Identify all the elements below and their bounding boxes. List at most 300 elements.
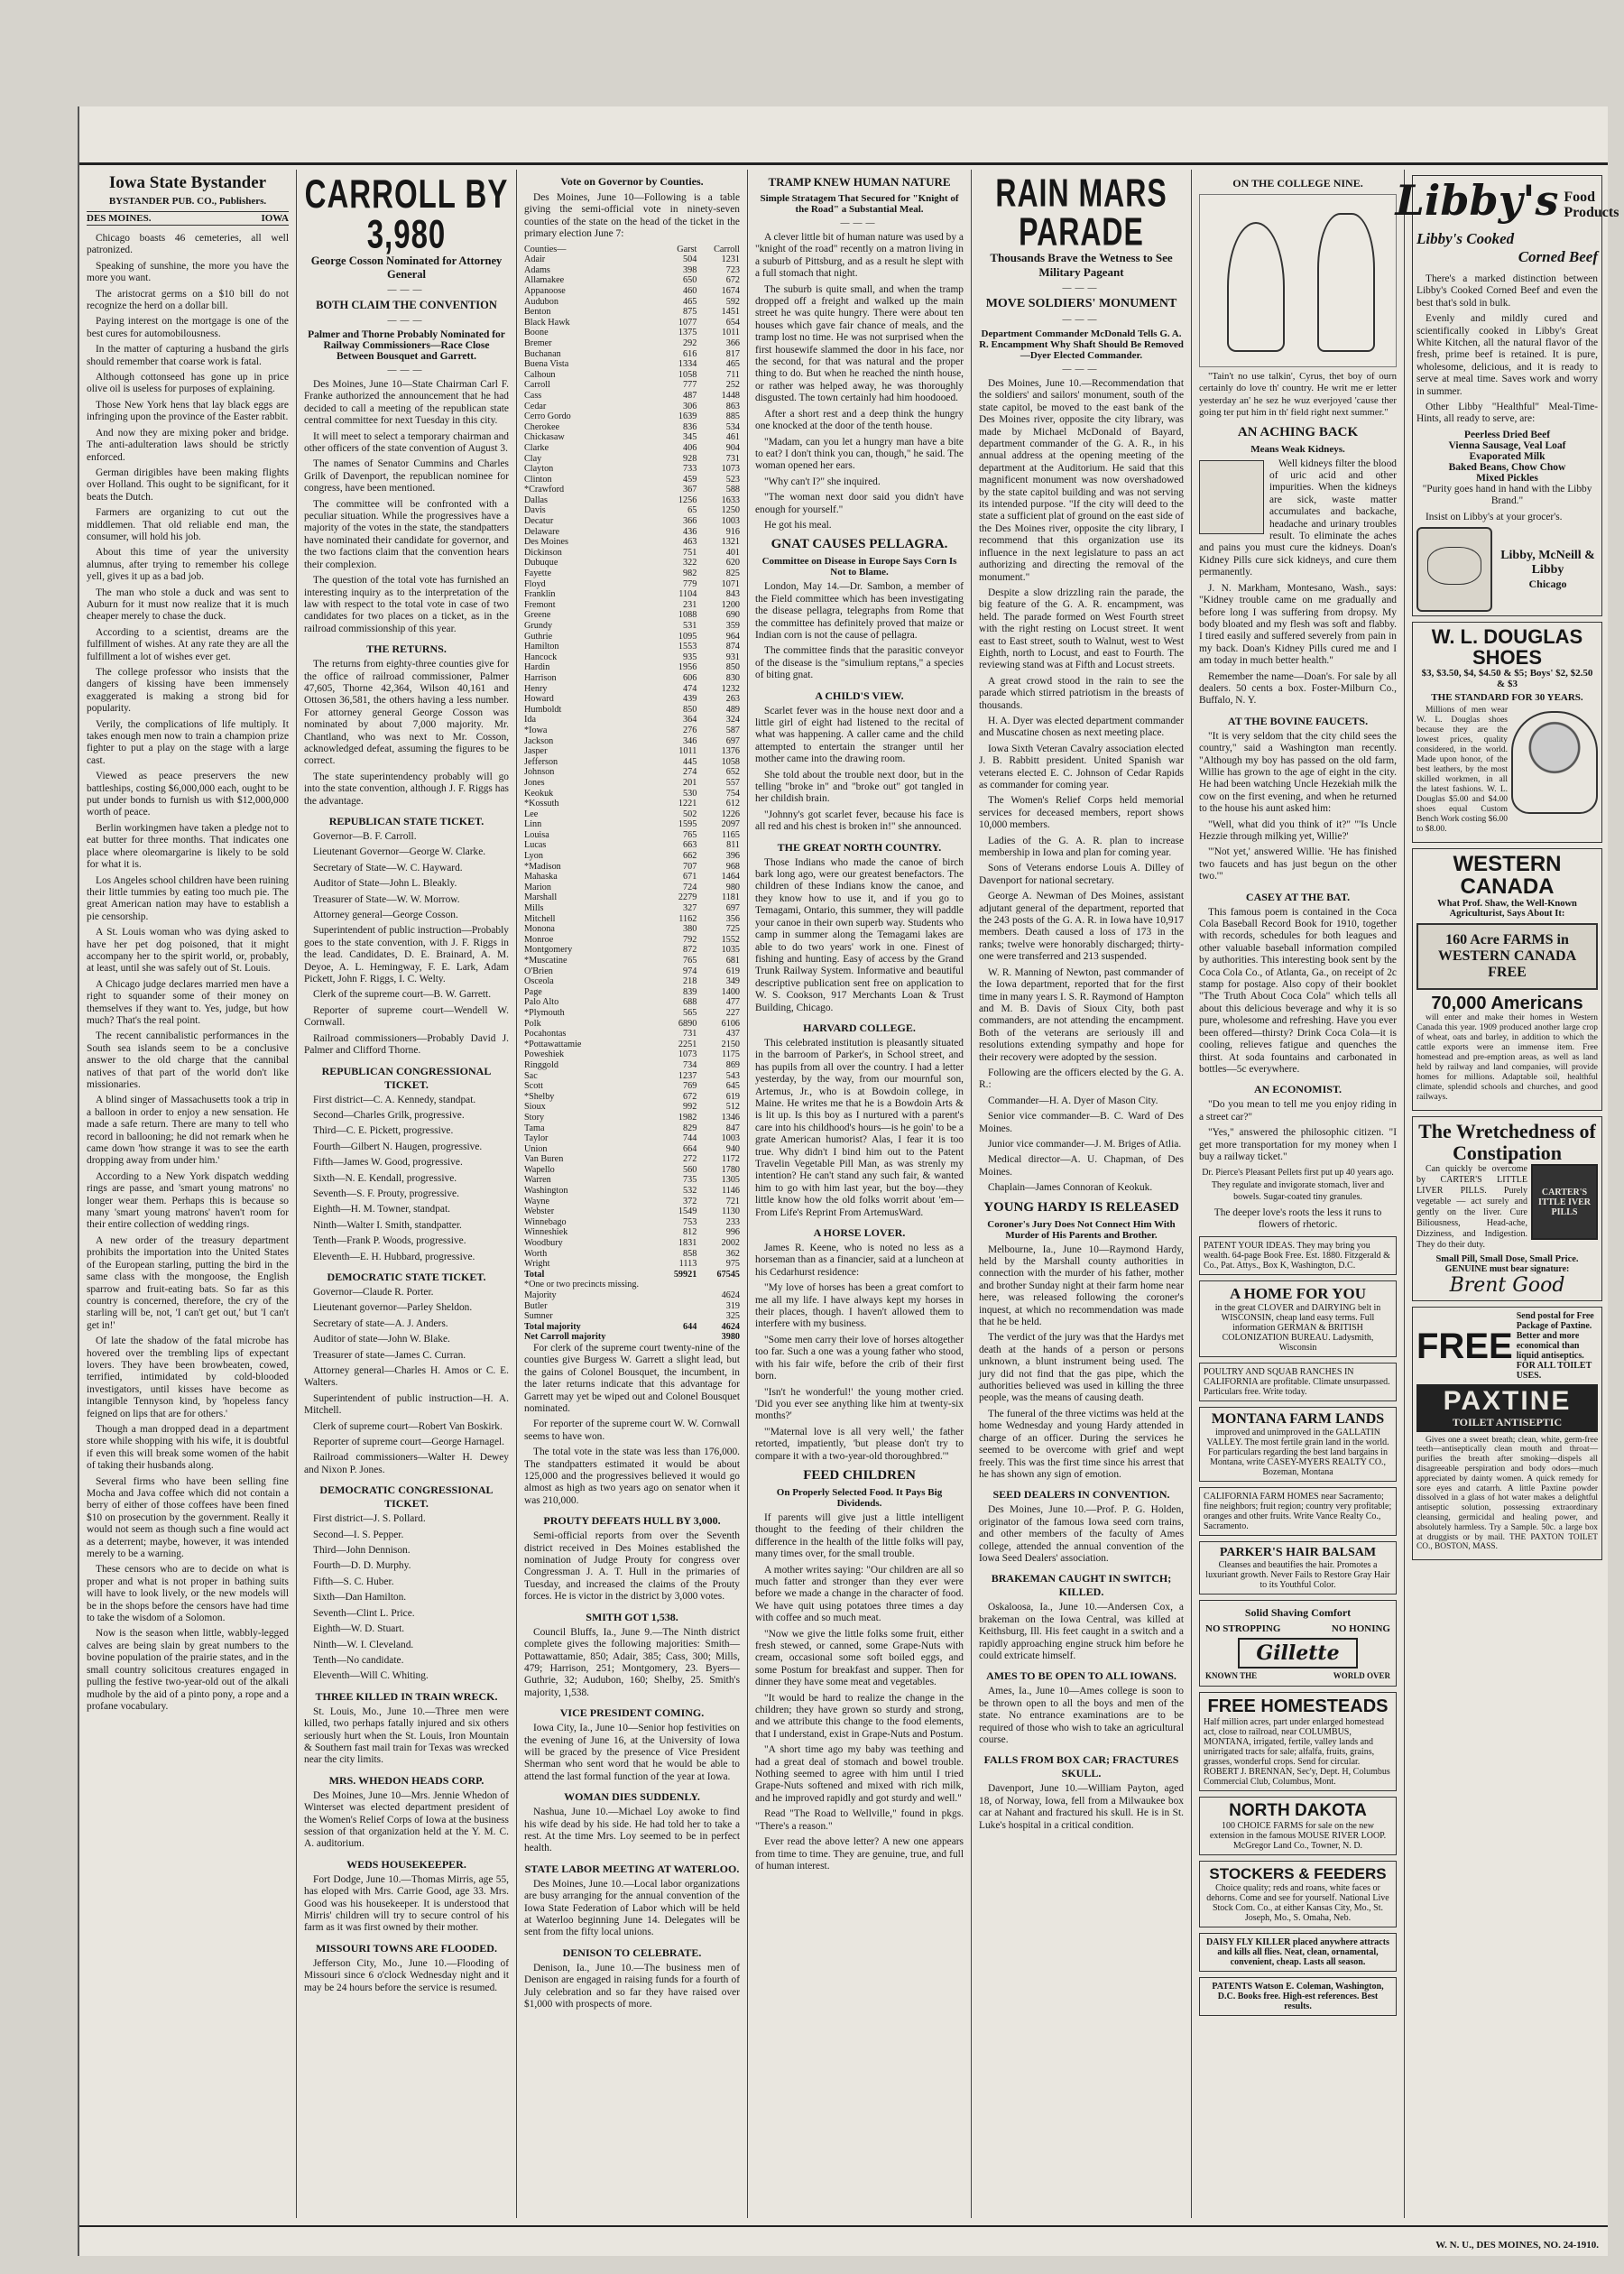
county-name: Lee	[524, 809, 539, 819]
carroll-vote: 523	[725, 474, 740, 485]
ticket-line: Attorney general—Charles H. Amos or C. E. Walters.	[304, 1365, 509, 1389]
libby-logo	[1395, 176, 1619, 225]
section-head-economist: AN ECONOMIST.	[1253, 1083, 1343, 1096]
libby-purity: "Purity goes hand in hand with the Libby Brand."	[1422, 483, 1592, 507]
table-row	[524, 254, 740, 265]
parker-copy: Cleanses and beautifies the hair. Promotes a luxuriant growth. Never Fails to Restore Gray Hair to its Youthful Color.	[1205, 1560, 1390, 1591]
child-paragraph: "Johnny's got scarlet fever, because his face is all red and his chest is broken in!" she announced.	[755, 809, 964, 833]
table-row	[524, 1102, 740, 1113]
paxtine-ad	[1412, 1307, 1602, 1560]
county-name: Winneshiek	[524, 1227, 568, 1238]
garst-vote: 398	[683, 264, 697, 275]
county-name: Clayton	[524, 464, 554, 475]
libby-product: Peerless Dried Beef	[1463, 429, 1551, 440]
parade-paragraph: George A. Newman of Des Moines, assistant adjutant general of the department, reported that the 243 posts of the G. A. R. in Iowa have 10,917 members. Death caused a loss of 173 in the ranks; twelve were honorably discharged; thirty-one were transferred and 213 suspended.	[979, 891, 1184, 963]
ticket-line: Governor—Claude R. Porter.	[313, 1286, 434, 1298]
parade-paragraph: Ladies of the G. A. R. plan to increase membership in Iowa and plan for coming year.	[979, 835, 1184, 859]
patent-ad	[1199, 1236, 1397, 1275]
section-head-weds: WEDS HOUSEKEEPER.	[346, 1857, 466, 1871]
header-carroll: Carroll	[714, 244, 740, 254]
falls-paragraph: Davenport, June 10.—William Payton, aged 18, of Norway, Iowa, fell from a Milwaukee box car at Nahant and fractured his skull. He is in St. Luke's hospital in a critical condition.	[979, 1783, 1184, 1831]
carroll-vote: 654	[725, 317, 740, 328]
table-row	[524, 642, 740, 652]
carroll-vote: 263	[725, 694, 740, 705]
carroll-vote: 588	[725, 485, 740, 495]
table-row	[524, 862, 740, 873]
divider: ———	[387, 365, 426, 375]
ticket-line: Tenth—Frank P. Woods, progressive.	[313, 1235, 466, 1247]
table-row	[524, 1206, 740, 1217]
carroll-vote: 1165	[722, 829, 740, 840]
canada-ad	[1412, 848, 1602, 1110]
county-name: Jackson	[524, 735, 554, 746]
parade-paragraph: Chaplain—James Connoran of Keokuk.	[988, 1182, 1153, 1194]
column-1	[79, 170, 296, 2218]
table-row	[524, 548, 740, 559]
county-name: Buena Vista	[524, 359, 569, 370]
carroll-vote: 324	[725, 715, 740, 726]
editorial-paragraph: According to a New York dispatch wedding rings are passe, and 'smart young matrons' no longer wear them. Perhaps this is because so many 'smart young matrons' haven't room for their entire collection of wedding rings.	[87, 1170, 289, 1231]
ticket-line: Eleventh—Will C. Whiting.	[313, 1670, 429, 1682]
county-name: Webster	[524, 1206, 555, 1217]
homesteads-ad	[1199, 1692, 1397, 1791]
county-name: Cerro Gordo	[524, 411, 571, 422]
north-paragraph: Those Indians who made the canoe of birch bark long ago, were our greatest benefactors. The children of these Indians know the canoe, and they know how to use it, and if you go to Temagami, Ontario, this summer, they will paddle your canoe in their own superb way. Students who camp in summer along the Temagami lakes are able to do two years' work in one. Finest of fishing and hunting. Easy of access by the Grand Trunk Railway System. Informative and beautiful descriptive publication sent free on application to W. S. Cookson, 917 Merchants Loan & Trust Building, Chicago.	[755, 856, 964, 1013]
ticket-line: Reporter of supreme court—Wendell W. Cornwall.	[304, 1004, 509, 1029]
county-name: Black Hawk	[524, 317, 570, 328]
total-note: *One or two precincts missing.	[524, 1280, 640, 1290]
divider: ———	[1062, 365, 1101, 374]
carters-genuine: GENUINE must bear signature:	[1444, 1264, 1570, 1275]
table-row	[524, 1165, 740, 1176]
table-row	[524, 966, 740, 977]
table-row	[524, 1259, 740, 1270]
column-3	[516, 170, 747, 2218]
table-row	[524, 956, 740, 966]
carroll-vote: 489	[725, 704, 740, 715]
county-name: Monona	[524, 924, 555, 935]
table-row	[524, 767, 740, 778]
editorial-paragraph: German dirigibles have been making flights over Holland. This ought to be significant, for it beats the Dutch.	[87, 467, 289, 503]
table-row	[524, 1049, 740, 1060]
gillette-world-over: WORLD OVER	[1333, 1671, 1390, 1681]
table-row	[524, 297, 740, 308]
table-row	[524, 1186, 740, 1197]
garst-vote: 345	[683, 432, 697, 443]
article-body	[304, 365, 509, 1994]
county-name: Cherokee	[524, 421, 560, 432]
carroll-vote: 863	[725, 401, 740, 411]
garst-vote: 664	[683, 1143, 697, 1154]
carroll-vote: 754	[725, 788, 740, 799]
table-row	[524, 883, 740, 893]
garst-vote: 487	[683, 390, 697, 401]
county-name: Fremont	[524, 599, 556, 610]
editorial-paragraph: Viewed as peace preservers the new battleships, costing $6,000,000 each, ought to be put under bonds to furnish us with $12,000,000 worth of peace.	[87, 771, 289, 818]
table-row	[524, 380, 740, 391]
table-row	[524, 673, 740, 684]
gnat-paragraph: London, May 14.—Dr. Sambon, a member of the Field committee which has been investigating the disease pellagra, telegraphs from Rome that the committee has definitely proved that maize or Indian corn is not the cause of pellagra.	[755, 581, 964, 641]
table-row	[524, 610, 740, 621]
garst-vote: 1073	[678, 1049, 697, 1060]
garst-vote: 982	[683, 568, 697, 579]
county-name: Humboldt	[524, 704, 562, 715]
table-row	[524, 391, 740, 402]
garst-vote: 1237	[678, 1070, 697, 1081]
county-name: Mahaska	[524, 872, 558, 883]
carroll-vote: 980	[725, 882, 740, 892]
county-name: *Muscatine	[524, 956, 567, 966]
table-row	[524, 726, 740, 736]
table-row	[524, 1154, 740, 1165]
garst-vote: 445	[683, 756, 697, 767]
county-name: Harrison	[524, 672, 557, 683]
carroll-vote: 975	[725, 1259, 740, 1270]
county-name: Hancock	[524, 652, 558, 662]
economist-paragraph: "Yes," answered the philosophic citizen. "I get more transportation for my money when I buy a railway ticket."	[1199, 1127, 1397, 1162]
carroll-vote: 1633	[721, 495, 740, 505]
wretchedness-title: The Wretchedness of Constipation	[1418, 1119, 1596, 1164]
county-name: Buchanan	[524, 348, 561, 359]
parade-paragraph: Junior vice commander—J. M. Briges of Atlia.	[988, 1138, 1182, 1150]
feed-paragraph: "A short time ago my baby was teething and had a great deal of stomach and bowel trouble. Nothing seemed to agree with him until I tried Grape-Nuts softened and mixed with rich milk, and he improved rapidly and got sturdy and well."	[755, 1744, 964, 1804]
garst-vote: 201	[683, 777, 697, 788]
garst-vote: 1334	[678, 359, 697, 370]
garst-vote	[659, 1332, 697, 1343]
vote-table	[524, 245, 740, 1343]
divider: ———	[840, 218, 879, 228]
masthead-title: Iowa State Bystander	[108, 173, 267, 192]
section-head-woman-dies: WOMAN DIES SUDDENLY.	[564, 1790, 700, 1804]
garst-vote: 306	[683, 401, 697, 411]
table-row	[524, 987, 740, 998]
garst-vote: 734	[683, 1059, 697, 1070]
libby-product: Evaporated Milk	[1469, 450, 1546, 462]
county-name: Sumner	[524, 1311, 553, 1322]
garst-vote: 606	[683, 672, 697, 683]
county-name: Marshall	[524, 892, 558, 903]
carroll-vote: 1250	[721, 505, 740, 516]
ticket-line: Superintendent of public instruction—H. A. Mitchell.	[304, 1392, 509, 1417]
garst-vote: 6890	[678, 1018, 697, 1029]
carroll-vote: 731	[725, 453, 740, 464]
divider: ———	[387, 285, 426, 295]
home-ad	[1199, 1280, 1397, 1357]
free-label: FREE	[1416, 1326, 1513, 1366]
garst-vote: 1077	[678, 317, 697, 328]
editorial-paragraph: Now is the season when little, wabbly-legged calves are being slain by great numbers to the bovine population of the prairie states, and in the small country solicitous creatures engaged in pulling the festive two-year-old out of the alkali mudhole by the aid of a pinto pony, a rope and a profane vocabulary.	[87, 1628, 289, 1712]
carroll-vote: 1181	[722, 892, 740, 903]
table-row	[524, 589, 740, 600]
table-row	[524, 579, 740, 590]
carroll-vote: 723	[725, 264, 740, 275]
county-name: Clay	[524, 453, 542, 464]
ticket-line: Sixth—Dan Hamilton.	[313, 1592, 407, 1604]
carroll-vote: 512	[725, 1102, 740, 1113]
footer-imprint: W. N. U., DES MOINES, NO. 24-1910.	[1435, 2240, 1599, 2251]
county-name: Franklin	[524, 589, 556, 600]
county-name: Hamilton	[524, 642, 559, 652]
parker-ad	[1199, 1541, 1397, 1595]
county-name: Hardin	[524, 662, 550, 673]
woman-dies-paragraph: Nashua, June 10.—Michael Loy awoke to find his wife dead by his side. He had told her to take a rest. At the time Mrs. Loy seemed to be in perfect health.	[524, 1807, 740, 1854]
smith-paragraph: Council Bluffs, Ia., June 9.—The Ninth district complete gives the following majorities: Smith—Pottawattamie, 850; Adair, 385; Cass, 300; Mills, 479; Harrison, 251; Montgomery, 23. Byers—Guthrie, 32; Audubon, 160; Shelby, 25. Smith's majority, 1,538.	[524, 1626, 740, 1698]
total-note-row	[524, 1280, 740, 1290]
gillette-ad	[1199, 1600, 1397, 1687]
carroll-vote: 885	[725, 411, 740, 422]
feed-paragraph: "Now we give the little folks some fruit, either fresh stewed, or canned, some Grape-Nuts with cream, occasional some soft boiled eggs, and some Postum for breakfast and supper. Then for dinner they have some meat and vegetables.	[755, 1628, 964, 1688]
garst-vote: 650	[683, 275, 697, 286]
carroll-vote: 6106	[721, 1018, 740, 1029]
editorial-paragraph: About this time of year the university alumnus, after trying to remember his college yell, gives it up as a bad job.	[87, 547, 289, 583]
garst-vote: 662	[683, 851, 697, 862]
garst-vote: 272	[683, 1154, 697, 1165]
table-row	[524, 485, 740, 495]
editorial-paragraph: Farmers are organizing to cut out the middlemen. That old reliable end man, the consumer, will hold his job.	[87, 507, 289, 542]
parker-title: PARKER'S HAIR BALSAM	[1219, 1546, 1377, 1560]
county-name: Winnebago	[524, 1216, 567, 1227]
section-head-whedon: MRS. WHEDON HEADS CORP.	[328, 1773, 484, 1787]
carroll-vote: 349	[725, 976, 740, 987]
county-name: Cass	[524, 390, 542, 401]
header-garst: Garst	[677, 244, 697, 254]
garst-vote: 465	[683, 296, 697, 307]
editorial-paragraph: The aristocrat germs on a $10 bill do not recognize the herd on a dollar bill.	[87, 288, 289, 312]
table-row	[524, 275, 740, 286]
carters-ad	[1412, 1116, 1602, 1301]
garst-vote: 406	[683, 442, 697, 453]
hardy-paragraph: The verdict of the jury was that the Hardys met death at the hands of a person or persons unknown, a blunt instrument being used. The jury did not find that the gas pipe, which the authorities believed was used in killing the three people, was the means of causing death.	[979, 1332, 1184, 1404]
carters-signature: Brent Good	[1449, 1274, 1565, 1298]
carroll-vote: 931	[725, 652, 740, 662]
garst-vote: 439	[683, 694, 697, 705]
garst-vote: 765	[683, 956, 697, 966]
county-name: Sioux	[524, 1102, 546, 1113]
gillette-wordmark: Gillette	[1238, 1638, 1357, 1669]
table-row	[524, 945, 740, 956]
editorial-paragraph: Verily, the complications of life multiply. It takes enough men now to train a champion prize fighter to put a play on the stage with a large cast.	[87, 718, 289, 766]
parade-paragraph: Senior vice commander—B. C. Ward of Des Moines.	[979, 1111, 1184, 1134]
carroll-vote: 319	[725, 1300, 740, 1311]
county-name: *Crawford	[524, 485, 565, 495]
table-row	[524, 694, 740, 705]
garst-vote: 474	[683, 683, 697, 694]
tramp-paragraph: "Why can't I?" she inquired.	[764, 476, 881, 487]
carroll-vote: 721	[725, 1196, 740, 1206]
ticket-line: Second—I. S. Pepper.	[313, 1529, 404, 1540]
section-head-gnat: GNAT CAUSES PELLAGRA.	[770, 537, 948, 552]
table-row	[524, 621, 740, 632]
carroll-vote: 1175	[722, 1049, 740, 1060]
tramp-paragraph: The suburb is quite small, and when the tramp dropped off a freight and walked up the main street he was quite hungry. There were about ten houses which gave fair chance of meals, and the tramp lost no time. He was not surprised when the first housewife slammed the door in his face, nor the second, for that was natural and the proper thing to do. But when he reached the ninth house, or rather was helped away, he was thoroughly disgusted. The town certainly had him hoodooed.	[755, 283, 964, 404]
carroll-vote: 847	[725, 1123, 740, 1133]
table-row	[524, 454, 740, 465]
garst-vote: 1553	[678, 642, 697, 652]
ticket-line: Secretary of state—A. J. Anders.	[313, 1317, 448, 1329]
feed-paragraph: Ever read the above letter? A new one appears from time to time. They are genuine, true, and full of human interest.	[755, 1836, 964, 1872]
table-row	[524, 662, 740, 673]
table-row	[524, 464, 740, 475]
county-name: Scott	[524, 1081, 543, 1092]
carroll-vote: 587	[725, 725, 740, 735]
douglas-copy: Millions of men wear W. L. Douglas shoes because they are the lowest prices, quality considered, in the world. Made upon honor, of the best leathers, by the most skilled workmen, in all the latest fashions. W. L. Douglas $5.00 and $4.00 shoes equal Custom Bench Work costing $6.00 to $8.00.	[1416, 706, 1508, 835]
county-name: Clarke	[524, 442, 549, 453]
section-head-labor-meeting: STATE LABOR MEETING AT WATERLOO.	[524, 1862, 740, 1875]
prouty-paragraph: Semi-official reports from over the Seventh district received in Des Moines established the nomination of Judge Prouty for congress over Congressman J. A. T. Hull in the primaries of Tuesday, and increased the claims of the Prouty forces. He is victor in the district by 3,000 votes.	[524, 1530, 740, 1603]
carroll-vote: 325	[725, 1311, 740, 1322]
county-name: Dallas	[524, 495, 549, 505]
county-name: Delaware	[524, 526, 560, 537]
carroll-vote: 396	[725, 851, 740, 862]
doans-paragraph: J. N. Markham, Montesano, Wash., says: "Kidney trouble came on me gradually and before long I was suffering from dropsy. My body bloated and my flesh was soft and flabby. I tired easily and suffered severely from pain in my back. Doan's Kidney Pills cured me and I am today in much better health."	[1199, 582, 1397, 667]
garst-vote: 218	[683, 976, 697, 987]
section-head-returns: THE RETURNS.	[366, 642, 447, 656]
carroll-vote: 1674	[721, 286, 740, 296]
carroll-vote: 1003	[721, 516, 740, 527]
table-row	[524, 558, 740, 568]
libby-product: Mixed Pickles	[1476, 472, 1538, 484]
garst-vote: 744	[683, 1133, 697, 1144]
table-row	[524, 840, 740, 851]
gillette-features	[1205, 1623, 1390, 1634]
county-name: Adams	[524, 264, 550, 275]
carroll-vote: 592	[725, 296, 740, 307]
garst-vote: 65	[687, 505, 697, 516]
article-paragraph: The question of the total vote has furnished an interesting inquiry as to the interpretation of the law with respect to the total vote in case of two candidates for two places on a ticket, as in the railroad commissionship of this year.	[304, 575, 509, 634]
editorial-paragraph: Those New York hens that lay black eggs are infringing upon the province of the Easter rabbit.	[87, 399, 289, 423]
table-row	[524, 1238, 740, 1249]
county-name: Mills	[524, 903, 544, 914]
table-row	[524, 935, 740, 946]
table-row	[524, 705, 740, 716]
carroll-vote: 874	[725, 642, 740, 652]
editorial-paragraph: A blind singer of Massachusetts took a trip in a balloon in order to enjoy a new sensation. He made a safe return. There are many to tell who record in ballooning; he did not remark when he came down 'how strange it was to see the earth dropping away from under him.'	[87, 1095, 289, 1167]
ticket-line: Third—C. E. Pickett, progressive.	[313, 1125, 454, 1137]
garst-vote: 707	[683, 861, 697, 872]
garst-vote: 935	[683, 652, 697, 662]
garst-vote: 1088	[678, 610, 697, 621]
carroll-vote: 4624	[721, 1321, 740, 1332]
carroll-vote: 252	[725, 380, 740, 391]
garst-vote: 2279	[678, 892, 697, 903]
garst-vote: 777	[683, 380, 697, 391]
county-name: Osceola	[524, 976, 554, 987]
garst-vote	[659, 1290, 697, 1301]
editorial-paragraph: Although cottonseed has gone up in price olive oil is useless for purposes of explaining.	[87, 372, 289, 395]
carroll-vote: 1451	[721, 307, 740, 318]
parade-paragraph: Des Moines, June 10.—Recommendation that the soldiers' and sailors' monument, south of the state capitol, be moved to the east bank of the Des Moines river, opposite the city library, was made by Michael McDonald of Bayard, department commander of the G. A. R., in his annual address at the opening meeting of the department at the Auditorium. He said that this magnificent monument was now overshadowed by the state capitol building and was not serving its intended purpose. "If the city will deed to the state a sufficient plat of ground on the east side of the Des Moines river, opposite the city library, I recommend that this organization use its influence in the next legislature to pass an act authorizing and directing the removal of the monument."	[979, 378, 1184, 583]
county-name: Carroll	[524, 380, 550, 391]
carroll-vote: 1071	[721, 578, 740, 589]
county-name: Floyd	[524, 578, 546, 589]
county-name: Johnson	[524, 767, 555, 778]
garst-vote: 688	[683, 997, 697, 1008]
homesteads-copy: Half million acres, part under enlarged homestead act, close to railroad, near COLUMBUS, MONTANA, irrigated, fertile, valley lands and unirrigated tracts for sale; alfalfa, fruits, grains, grasses, wonderful crops. Send for circular. ROBERT J. BRENNAN, Sec'y, Dept. H, Columbus Commercial Club, Columbus, Mont.	[1204, 1717, 1390, 1788]
north-dakota-copy: 100 CHOICE FARMS for sale on the new extension in the famous MOUSE RIVER LOOP. McGregor Land Co., Towner, N. D.	[1209, 1821, 1387, 1852]
county-name: Clinton	[524, 474, 552, 485]
carroll-vote: 1552	[721, 934, 740, 945]
header-counties: Counties—	[524, 244, 567, 254]
section-head-smith: SMITH GOT 1,538.	[586, 1610, 678, 1623]
county-name: Dickinson	[524, 547, 562, 558]
section-head-harvard: HARVARD COLLEGE.	[803, 1021, 916, 1034]
section-head-democratic-ticket: DEMOCRATIC STATE TICKET.	[327, 1270, 486, 1283]
garst-vote: 231	[683, 599, 697, 610]
table-row	[524, 1144, 740, 1155]
county-name: Majority	[524, 1290, 557, 1300]
section-head-denison: DENISON TO CELEBRATE.	[562, 1946, 702, 1959]
carroll-vote: 711	[726, 369, 740, 380]
column-2	[296, 170, 516, 2218]
county-name: Mitchell	[524, 913, 556, 924]
garst-vote: 735	[683, 1175, 697, 1186]
garst-vote: 644	[683, 1321, 697, 1332]
table-row	[524, 402, 740, 412]
county-name: *Iowa	[524, 725, 548, 735]
paxtine-name: PAXTINE	[1443, 1386, 1572, 1417]
county-name: Wapello	[524, 1164, 555, 1175]
carroll-vote: 843	[725, 589, 740, 600]
carroll-vote: 1321	[721, 537, 740, 548]
california-ad	[1199, 1487, 1397, 1536]
editorial-paragraph: A St. Louis woman who was dying asked to have her pet dog poisoned, that it might accompany her to the spirit world, or, probably, at least, until she was safely out of St. Louis.	[87, 927, 289, 975]
ticket-line: Third—John Dennison.	[313, 1545, 411, 1557]
ticket-line: Tenth—No candidate.	[313, 1654, 404, 1666]
county-name: Lyon	[524, 851, 543, 862]
flood-paragraph: Jefferson City, Mo., June 10.—Flooding of Missouri since 6 o'clock Wednesday night and it may be 24 hours before the service is resumed.	[304, 1957, 509, 1993]
feed-paragraph: If parents will give just a little intelligent thought to the feeding of their children the difference in the health of the little folks will pay, many times over, for the small trouble.	[755, 1511, 964, 1560]
table-row	[524, 495, 740, 506]
garst-vote: 875	[683, 307, 697, 318]
section-head-prouty: PROUTY DEFEATS HULL BY 3,000.	[543, 1514, 721, 1528]
carroll-vote: 869	[725, 1059, 740, 1070]
garst-vote: 327	[683, 903, 697, 914]
carroll-vote: 1172	[722, 1154, 740, 1165]
editorial-paragraph: A new order of the treasury department prohibits the importation into the United States of the European starling, putting the bird in the same class with the mongoose, the English sparrow and fruit-eating bats. So far as this country is concerned, therefore, the cry of the starling will be, not, 'I can't get out,' but 'I can't get in!'	[87, 1234, 289, 1331]
libby-head-1: Libby's Cooked	[1416, 230, 1515, 247]
deck-hardy: Coroner's Jury Does Not Connect Him With Murder of His Parents and Brother.	[987, 1218, 1176, 1241]
garst-vote: 753	[683, 1216, 697, 1227]
garst-vote: 1256	[678, 495, 697, 505]
masthead-city: DES MOINES.	[87, 213, 152, 224]
garst-vote: 858	[683, 1248, 697, 1259]
county-name: Page	[524, 986, 542, 997]
county-name: Chickasaw	[524, 432, 565, 443]
article-paragraph: It will meet to select a temporary chairman and other officers of the state convention of August 3.	[304, 430, 509, 455]
daisy-copy: DAISY FLY KILLER placed anywhere attracts and kills all flies. Neat, clean, ornamental, convenient, cheap. Lasts all season.	[1206, 1937, 1389, 1968]
section-head-wreck: THREE KILLED IN TRAIN WRECK.	[315, 1689, 498, 1703]
county-name: Butler	[524, 1300, 548, 1311]
garst-vote: 367	[683, 485, 697, 495]
carroll-vote: 1146	[722, 1186, 740, 1197]
county-name: Howard	[524, 694, 554, 705]
table-row	[524, 505, 740, 516]
ticket-line: Ninth—W. I. Cleveland.	[313, 1639, 414, 1650]
section-head-ames: AMES TO BE OPEN TO ALL IOWANS.	[986, 1669, 1176, 1683]
ticket-line: Clerk of the supreme court—B. W. Garrett.	[313, 989, 492, 1001]
section-head-flood: MISSOURI TOWNS ARE FLOODED.	[316, 1941, 497, 1955]
garst-vote: 292	[683, 337, 697, 348]
carroll-vote: 690	[725, 610, 740, 621]
carroll-vote: 850	[725, 662, 740, 673]
economist-paragraph: "Do you mean to tell me you enjoy riding in a street car?"	[1199, 1099, 1397, 1123]
returns-paragraph: The returns from eighty-three counties give for the office of railroad commissioner, Palmer 47,605, Thorne 42,364, Wilson 40,161 and Ottosen 36,581, the others having a less number. For attorney general George Cosson was nominated by about 7,000 majority. Mr. Chantland, who was next to Mr. Cosson, acknowledged defeat, assuming the figures to be correct.	[304, 659, 509, 767]
carroll-vote: 1003	[721, 1133, 740, 1144]
cartoon-title: ON THE COLLEGE NINE.	[1232, 177, 1363, 190]
libby-wordmark: Libby's	[1395, 176, 1559, 225]
masthead-dateline	[87, 211, 289, 226]
editorial-paragraph: Berlin workingmen have taken a pledge not to eat butter for three months. That indicates one place where oleomargarine is likely to be sold for what it is.	[87, 822, 289, 871]
